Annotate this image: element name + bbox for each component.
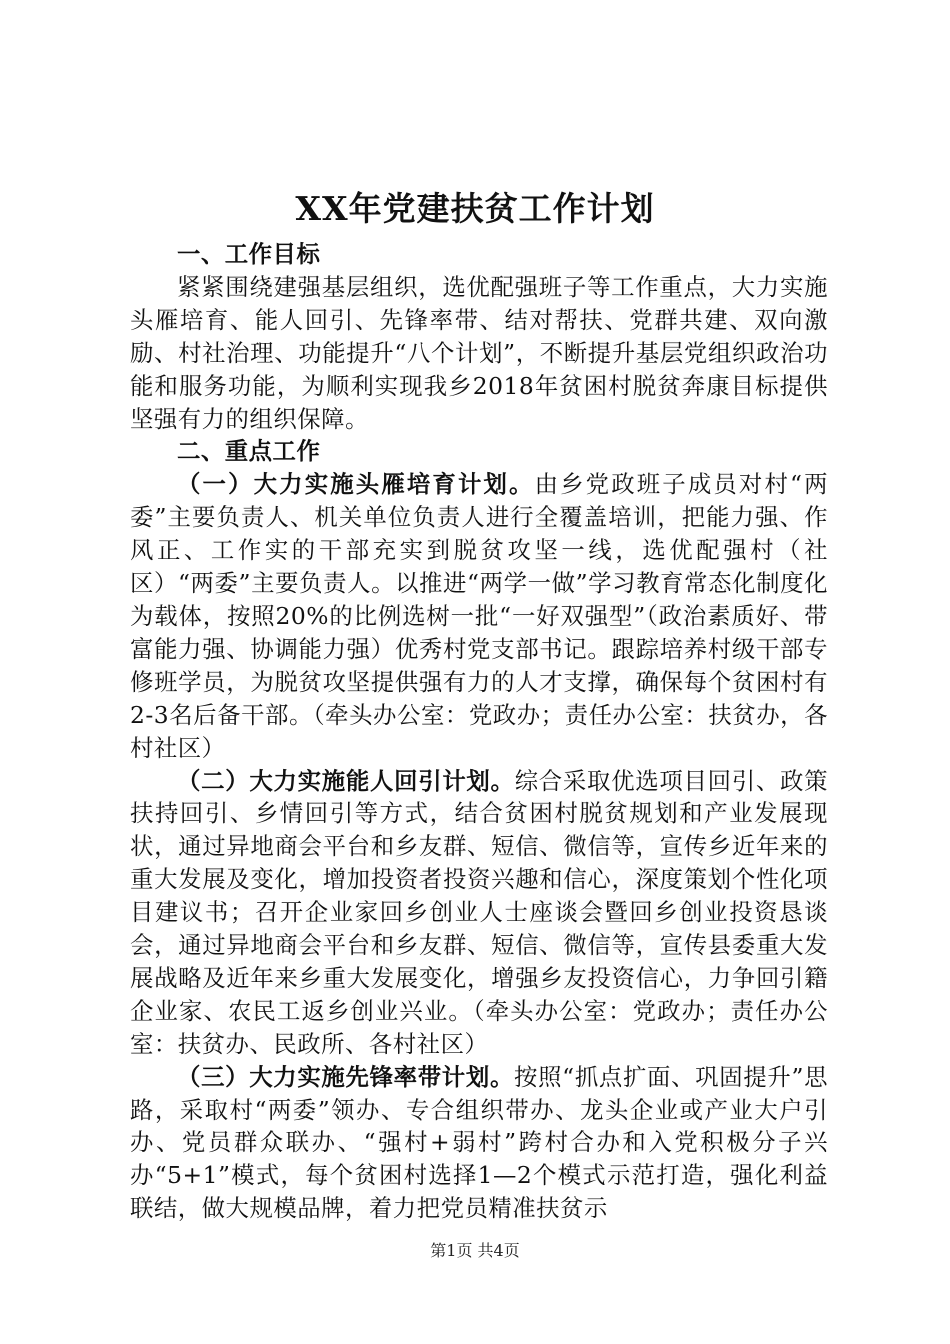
document-title: XX年党建扶贫工作计划 (295, 189, 655, 228)
section-heading-goals: 一、工作目标 (177, 240, 321, 268)
item-2-text: 综合采取优选项目回引、政策扶持回引、乡情回引等方式，结合贫困村脱贫规划和产业发展现状，通过异地商会平台和乡友群、短信、微信等，宣传乡近年来的重大发展及变化，增加投资者投资兴趣和信心，深度策划个性化项目建议书；召开企业家回乡创业人士座谈会暨回乡创业投资恳谈会，通过异地商会平台和乡友群、短信、微信等，宣传县委重大发展战略及近年来乡重大发展变化，增强乡友投资信心，力争回引籍企业家、农民工返乡创业兴业。（牵头办公室：党政办；责任办公室：扶贫办、民政所、各村社区） (130, 766, 829, 1058)
paragraph-item-2 (130, 765, 828, 1061)
page-footer: 第1页 共4页 (430, 1241, 520, 1260)
paragraph-goals: 紧紧围绕建强基层组织，选优配强班子等工作重点，大力实施头雁培育、能人回引、先锋率带、结对帮扶、党群共建、双向激励、村社治理、功能提升“八个计划”，不断提升基层党组织政治功能和服务功能，为顺利实现我乡2018年贫困村脱贫奔康目标提供坚强有力的组织保障。 (130, 272, 828, 433)
item-3-lead: （三）大力实施先锋率带计划。 (177, 1062, 515, 1091)
document-body (130, 238, 828, 1225)
item-1-text: 由乡党政班子成员对村“两委”主要负责人、机关单位负责人进行全覆盖培训，把能力强、作风正、工作实的干部充实到脱贫攻坚一线，选优配强村（社区）“两委”主要负责人。以推进“两学一做”学习教育常态化制度化为载体，按照20%的比例选树一批“一好双强型”（政治素质好、带富能力强、协调能力强）优秀村党支部书记。跟踪培养村级干部专修班学员，为脱贫攻坚提供强有力的人才支撑，确保每个贫困村有2-3名后备干部。（牵头办公室：党政办；责任办公室：扶贫办，各村社区） (130, 470, 828, 762)
item-3-text: 按照“抓点扩面、巩固提升”思路，采取村“两委”领办、专合组织带办、龙头企业或产业大户引办、党员群众联办、“强村+弱村”跨村合办和入党积极分子兴办“5+1”模式，每个贫困村选择1—2个模式示范打造，强化利益联结，做大规模品牌，着力把党员精准扶贫示 (130, 1062, 829, 1223)
section-heading-key-work: 二、重点工作 (177, 437, 321, 466)
paragraph-item-3 (130, 1061, 828, 1226)
item-2-lead: （二）大力实施能人回引计划。 (177, 766, 515, 795)
item-1-lead: （一）大力实施头雁培育计划。 (177, 470, 535, 499)
paragraph-item-1 (130, 468, 828, 764)
